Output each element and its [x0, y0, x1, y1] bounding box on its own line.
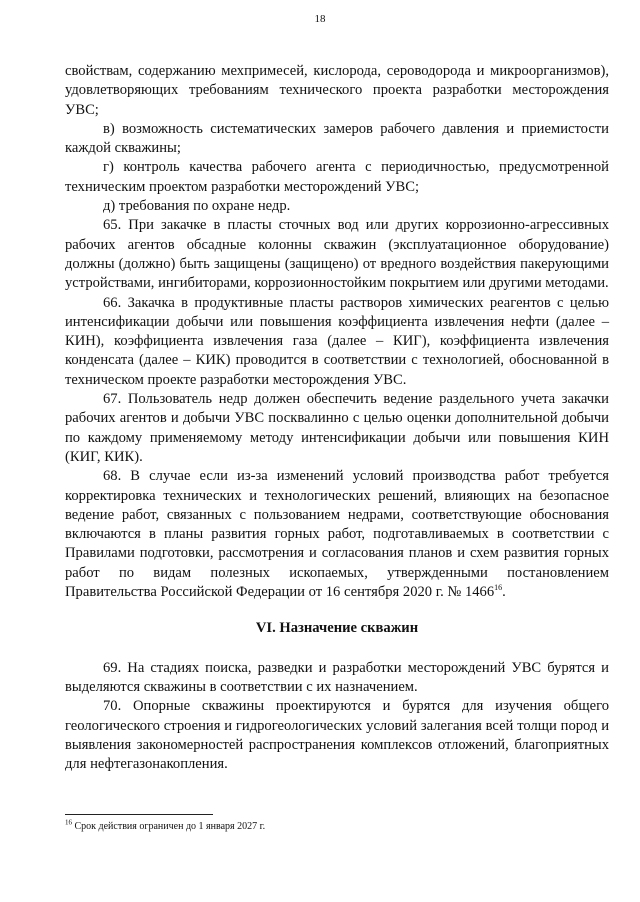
- footnote-text: Срок действия ограничен до 1 января 2027 г.: [72, 821, 266, 832]
- paragraph-68: 68. В случае если из-за изменений условий производства работ требуется корректировка технических и технологических решений, влияющих на безопасное ведение работ, связанных с пользованием недрами, соответствующие обоснования включаются в планы развития горных работ, подготавливаемых в соответствии с Правилами подготовки, рассмотрения и согласования планов и схем развития горных работ по видам полезных ископаемых, утвержденными постановлением Правительства Российской Федерации от 16 сентября 2020 г. № 1466$^{16}$.: [65, 468, 609, 601]
- paragraph-65: 65. При закачке в пласты сточных вод или других коррозионно-агрессивных рабочих агентов обсадные колонны скважин (эксплуатационное оборудование) должны (должно) быть защищены (защищено) от вредного воздействия пакерующими устройствами, ингибиторами, коррозионностойким покрытием или другими методами.: [65, 217, 609, 292]
- footnote-reference: 16: [494, 583, 503, 593]
- footnote-divider: [65, 814, 213, 815]
- section-heading: VI. Назначение скважин: [255, 620, 419, 637]
- paragraph-70: 70. Опорные скважины проектируются и бурятся для изучения общего геологического строения и гидрогеологических условий залегания всей толщи пород и выявления закономерностей распространения комплексов отложений, благоприятных для нефтегазонакопления.: [65, 698, 609, 773]
- paragraph-67: 67. Пользователь недр должен обеспечить ведение раздельного учета закачки рабочих агентов и добычи УВС посквалинно с целью оценки дополнительной добычи по каждому применяемому методу интенсификации добычи или повышения КИН (КИГ, КИК).: [65, 391, 609, 465]
- paragraph-item-d: д) требования по охране недр.: [103, 198, 291, 215]
- paragraph-66: 66. Закачка в продуктивные пласты растворов химических реагентов с целью интенсификации добычи или повышения коэффициента извлечения нефти (далее – КИН), коэффициента извлечения газа (далее – КИГ), коэффициента извлечения конденсата (далее – КИК) проводится в соответствии с технологией, обоснованной в техническом проекте разработки месторождения УВС.: [65, 294, 609, 388]
- footnote-number: 16: [65, 818, 72, 827]
- footnote: [65, 818, 266, 833]
- document-body: [65, 62, 609, 774]
- paragraph-69: 69. На стадиях поиска, разведки и разработки месторождений УВС бурятся и выделяются скважины в соответствии с их назначением.: [65, 659, 609, 695]
- page-number: 18: [314, 13, 326, 25]
- paragraph-item-g: г) контроль качества рабочего агента с периодичностью, предусмотренной техническим проектом разработки месторождений УВС;: [65, 159, 609, 195]
- paragraph-item-v: в) возможность систематических замеров рабочего давления и приемистости каждой скважины;: [65, 120, 609, 157]
- paragraph-continuation: свойствам, содержанию мехпримесей, кислорода, сероводорода и микроорганизмов), удовлетворяющих требованиям технического проекта разработки месторождения УВС;: [65, 63, 609, 118]
- paragraph-68-text: 68. В случае если из-за изменений условий производства работ требуется корректировка технических и технологических решений, влияющих на безопасное ведение работ, связанных с пользованием недрами, соответствующие обоснования включаются в планы развития горных работ, подготавливаемых в соответствии с Правилами подготовки, рассмотрения и согласования планов и схем развития горных работ по видам полезных ископаемых, утвержденными постановлением Правительства Российской Федерации от 16 сентября 2020 г. № 1466: [65, 468, 609, 601]
